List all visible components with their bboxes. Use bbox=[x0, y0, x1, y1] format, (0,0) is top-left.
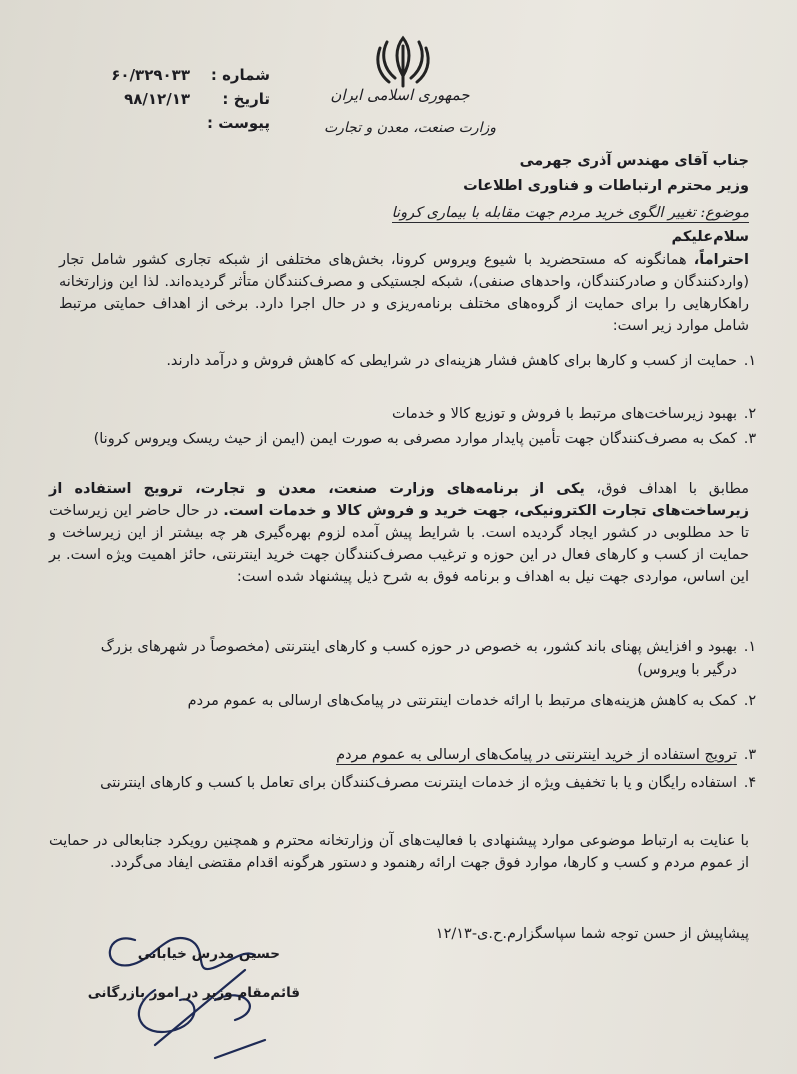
proposal-number-4: ۴. bbox=[743, 775, 757, 791]
proposal-number-2: ۲. bbox=[743, 693, 757, 709]
intro-text: همانگونه که مستحضرید با شیوع ویروس کرونا، بخش‌های مختلفی از شبکه تجاری کشور شامل تجار (واردکنندگان و صادرکنندگان، واحدهای صنفی)، شبکه لجستیکی و مصرف‌کنندگان متأثر گردیده‌اند. لذا این وزارتخانه راهکارهایی را برای حمایت از گروه‌های مختلف برنامه‌ریزی و در حال اجرا دارد. برخی از اهداف حمایتی مرتبط شامل موارد زیر است: bbox=[59, 252, 749, 334]
date-value: ۹۸/۱۲/۱۳ bbox=[124, 90, 190, 108]
letter-meta bbox=[40, 66, 270, 138]
main-text: در حال حاضر این زیرساخت تا حد مطلوبی در کشور ایجاد گردیده است. با شرایط پیش آمده لزوم بهره‌گیری هر چه بیشتر از این زیرساخت و حمایت از کسب و کارهای فعال در این حوزه و ترغیب مصرف‌کنندگان جهت خرید اینترنتی، حائز اهمیت ویژه است. بر این اساس، مواردی جهت نیل به اهداف و برنامه فوق به شرح ذیل پیشنهاد شده است: bbox=[49, 503, 749, 585]
goal-number-1: ۱. bbox=[743, 353, 757, 369]
proposal-text-4: استفاده رایگان و یا با تخفیف ویژه از خدمات اینترنت مصرف‌کنندگان برای تعامل با کسب و کارهای اینترنتی bbox=[100, 775, 737, 791]
goal-number-3: ۳. bbox=[743, 431, 757, 447]
goal-number-2: ۲. bbox=[743, 406, 757, 422]
main-lead: مطابق با اهداف فوق، bbox=[596, 481, 749, 497]
intro-paragraph bbox=[59, 249, 749, 337]
proposal-item-4 bbox=[77, 772, 757, 795]
proposal-item-3 bbox=[77, 744, 757, 767]
meta-number bbox=[40, 66, 270, 90]
recipient-title: وزیر محترم ارتباطات و فناوری اطلاعات bbox=[463, 178, 749, 194]
meta-attachment bbox=[40, 114, 270, 138]
government-title: جمهوری اسلامی ایران bbox=[330, 86, 470, 104]
final-line: پیشاپیش از حسن توجه شما سپاسگزارم.ح.ی-۱۲/۱۳ bbox=[435, 926, 749, 942]
goal-text-3: کمک به مصرف‌کنندگان جهت تأمین پایدار موارد مصرفی به صورت ایمن (ایمن از حیث ریسک ویروس کرونا) bbox=[93, 431, 737, 447]
subject-text: موضوع: تغییر الگوی خرید مردم جهت مقابله با بیماری کرونا bbox=[391, 205, 749, 221]
signer-name: حسین مدرس خیابانی bbox=[137, 946, 280, 962]
ministry-title: وزارت صنعت، معدن و تجارت bbox=[323, 120, 497, 136]
number-label: شماره : bbox=[210, 66, 270, 84]
subject-line bbox=[49, 202, 749, 224]
goal-item-3 bbox=[77, 428, 757, 451]
goal-item-1 bbox=[77, 350, 757, 373]
number-value: ۶۰/۳۲۹۰۳۳ bbox=[111, 66, 190, 84]
closing-paragraph: با عنایت به ارتباط موضوعی موارد پیشنهادی با فعالیت‌های آن وزارتخانه محترم و همچنین رویکرد جنابعالی در حمایت از عموم مردم و کسب و کارها، موارد فوق جهت ارائه رهنمود و دستور هرگونه اقدام مقتضی ایفاد می‌گردد. bbox=[49, 833, 749, 871]
proposal-item-2 bbox=[77, 690, 757, 713]
goal-text-1: حمایت از کسب و کارها برای کاهش فشار هزینه‌ای در شرایطی که کاهش فروش و درآمد دارند. bbox=[166, 353, 737, 369]
greeting: سلام‌علیکم bbox=[671, 229, 749, 245]
main-paragraph bbox=[49, 478, 749, 588]
proposal-text-2: کمک به کاهش هزینه‌های مرتبط با ارائه خدمات اینترنتی در پیامک‌های ارسالی به عموم مردم bbox=[187, 693, 737, 709]
iran-emblem-icon bbox=[373, 32, 433, 90]
proposal-item-1 bbox=[77, 636, 757, 682]
main-emphasis: یکی از برنامه‌های وزارت صنعت، معدن و تجارت، ترویج استفاده از زیرساخت‌های تجارت الکترونیکی، جهت خرید و فروش کالا و خدمات است. bbox=[49, 481, 750, 519]
proposal-text-1: بهبود و افزایش پهنای باند کشور، به خصوص در حوزه کسب و کارهای اینترنتی (مخصوصاً در شهرهای بزرگ درگیر با ویروس) bbox=[100, 639, 737, 678]
recipient-name: جناب آقای مهندس آذری جهرمی bbox=[519, 153, 749, 169]
meta-date bbox=[40, 90, 270, 114]
proposal-number-3: ۳. bbox=[743, 747, 757, 763]
intro-lead: احتراماً، bbox=[693, 252, 750, 268]
goal-item-2 bbox=[77, 403, 757, 426]
signer-title: قائم‌مقام وزیر در امور بازرگانی bbox=[87, 985, 300, 1001]
date-label: تاریخ : bbox=[222, 90, 270, 108]
attachment-label: پیوست : bbox=[206, 114, 270, 132]
proposal-number-1: ۱. bbox=[743, 639, 757, 655]
proposal-text-3: ترویج استفاده از خرید اینترنتی در پیامک‌های ارسالی به عموم مردم bbox=[336, 747, 737, 763]
goal-text-2: بهبود زیرساخت‌های مرتبط با فروش و توزیع کالا و خدمات bbox=[391, 406, 737, 422]
